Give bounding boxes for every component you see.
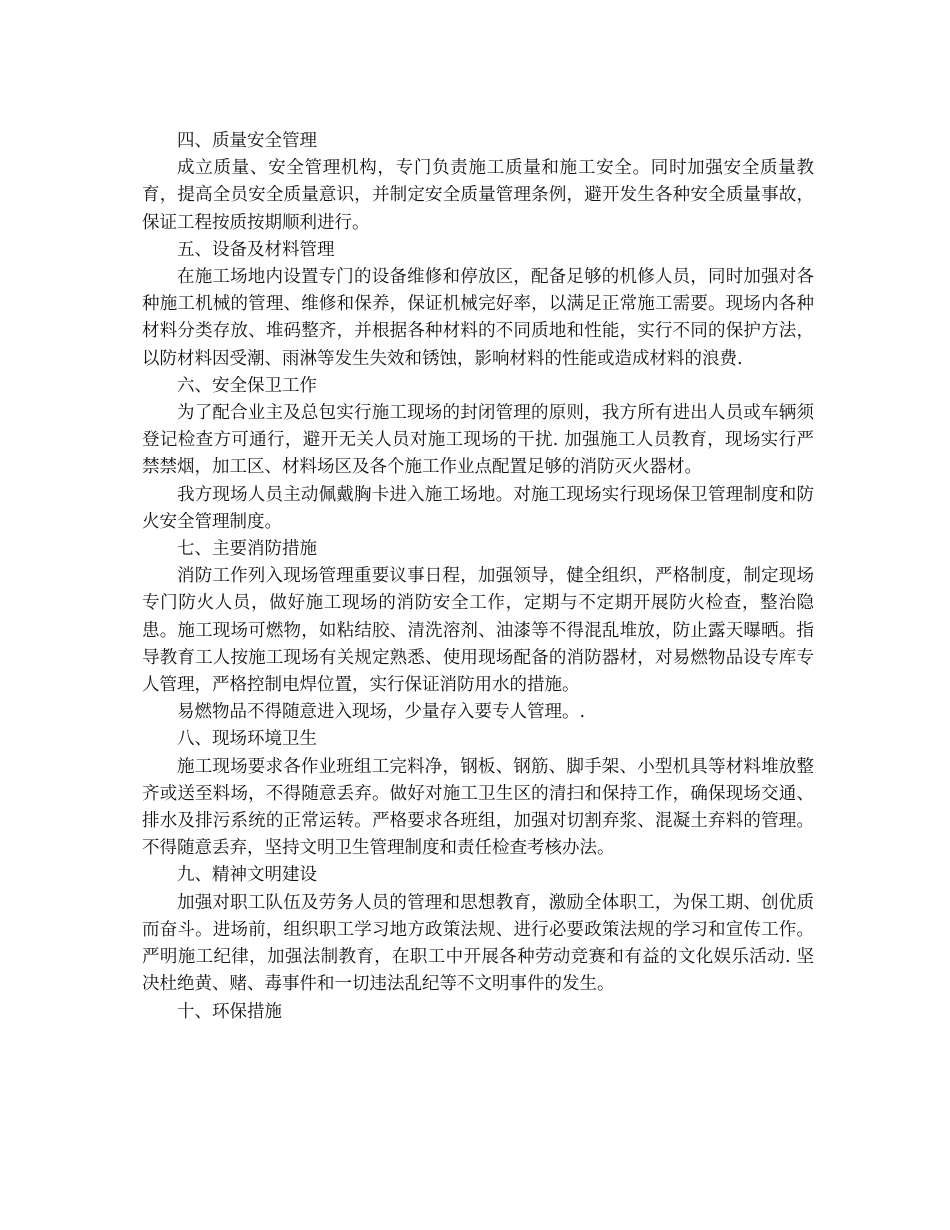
- section-heading: 六、安全保卫工作: [177, 375, 317, 396]
- section-heading: 十、环保措施: [177, 1001, 282, 1022]
- section-paragraph: 我方现场人员主动佩戴胸卡进入施工场地。对施工现场实行现场保卫管理制度和防火安全管理制度。: [142, 484, 814, 532]
- section-paragraph: 加强对职工队伍及劳务人员的管理和思想教育，激励全体职工，为保工期、创优质而奋斗。进场前，组织职工学习地方政策法规、进行必要政策法规的学习和宣传工作。严明施工纪律，加强法制教育，在职工中开展各种劳动竞赛和有益的文化娱乐活动. 坚决杜绝黄、赌、毒事件和一切违法乱纪等不文明事件的发生。: [142, 892, 814, 995]
- section-heading: 九、精神文明建设: [177, 865, 317, 886]
- section-paragraph: 在施工场地内设置专门的设备维修和停放区，配备足够的机修人员，同时加强对各种施工机械的管理、维修和保养，保证机械完好率，以满足正常施工需要。现场内各种材料分类存放、堆码整齐，并根据各种材料的不同质地和性能，实行不同的保护方法，以防材料因受潮、雨淋等发生失效和锈蚀，影响材料的性能或造成材料的浪费.: [142, 267, 814, 369]
- section-paragraph: 成立质量、安全管理机构，专门负责施工质量和施工安全。同时加强安全质量教育，提高全员安全质量意识，并制定安全质量管理条例，避开发生各种安全质量事故，保证工程按质按期顺利进行。: [142, 158, 814, 233]
- section-heading: 五、设备及材料管理: [177, 239, 335, 260]
- document-body: [142, 128, 814, 1026]
- section-paragraph: 消防工作列入现场管理重要议事日程，加强领导，健全组织，严格制度，制定现场专门防火人员，做好施工现场的消防安全工作，定期与不定期开展防火检查，整治隐患。施工现场可燃物，如粘结胶、清洗溶剂、油漆等不得混乱堆放，防止露天曝晒。指导教育工人按施工现场有关规定熟悉、使用现场配备的消防器材，对易燃物品设专库专人管理，严格控制电焊位置，实行保证消防用水的措施。: [142, 566, 814, 696]
- section-heading: 八、现场环境卫生: [177, 729, 317, 750]
- section-heading: 七、主要消防措施: [177, 539, 317, 560]
- section-heading: 四、质量安全管理: [177, 131, 317, 151]
- section-paragraph: 为了配合业主及总包实行施工现场的封闭管理的原则，我方所有进出人员或车辆须登记检查方可通行，避开无关人员对施工现场的干扰. 加强施工人员教育，现场实行严禁禁烟，加工区、材料场区及各个施工作业点配置足够的消防灭火器材。: [142, 403, 814, 478]
- section-paragraph: 施工现场要求各作业班组工完料净，钢板、钢筋、脚手架、小型机具等材料堆放整齐或送至料场，不得随意丢弃。做好对施工卫生区的清扫和保持工作，确保现场交通、排水及排污系统的正常运转。严格要求各班组，加强对切割弃浆、混凝土弃料的管理。不得随意丢弃，坚持文明卫生管理制度和责任检查考核办法。: [142, 756, 814, 859]
- section-paragraph: 易燃物品不得随意进入现场，少量存入要专人管理。.: [177, 702, 586, 723]
